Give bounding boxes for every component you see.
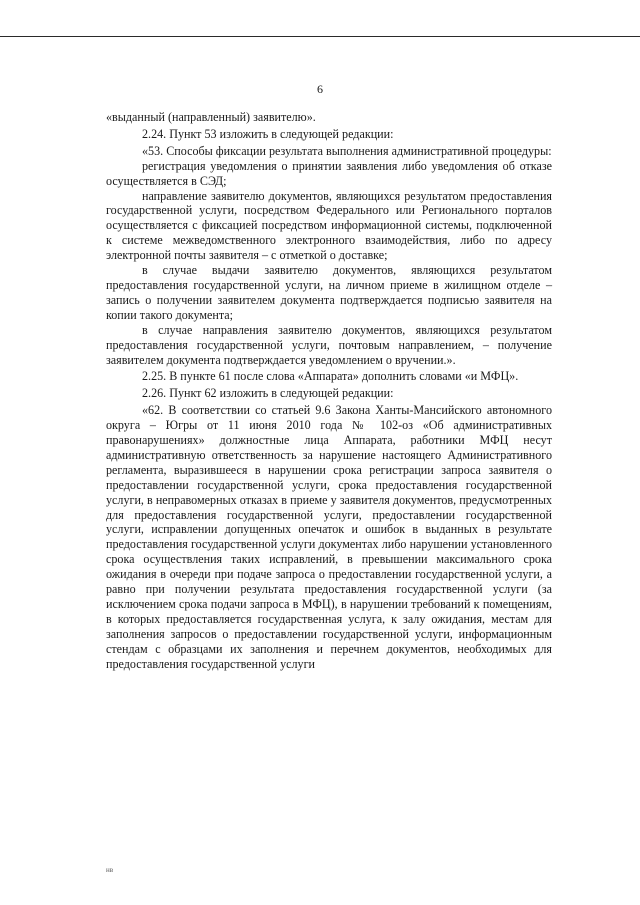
- page-number: 6: [317, 82, 323, 96]
- paragraph-item-2-24: 2.24. Пункт 53 изложить в следующей редакции:: [142, 126, 394, 141]
- paragraph-item-53: «53. Способы фиксации результата выполнения административной процедуры:: [142, 143, 552, 158]
- paragraph-postal-delivery: в случае направления заявителю документов, являющихся результатом предоставления государственной услуги, почтовым направлением, – получение заявителем документа подтверждается уведомлением о вручении.».: [106, 322, 552, 367]
- document-body: [106, 110, 552, 672]
- paragraph-registration: регистрация уведомления о принятии заявления либо уведомления об отказе осуществляется в СЭД;: [106, 158, 552, 188]
- footer-mark: нв: [106, 866, 114, 874]
- paragraph-sending-documents: направление заявителю документов, являющихся результатом предоставления государственной услуги, посредством Федерального или Регионального порталов осуществляется с фиксацией посредством информационной системы, подключенной к системе межведомственного электронного взаимодействия, либо по адресу электронной почты заявителя – с отметкой о доставке;: [106, 188, 552, 263]
- paragraph-continuation: «выданный (направленный) заявителю».: [106, 110, 316, 124]
- header-rule: [0, 36, 640, 37]
- paragraph-personal-reception: в случае выдачи заявителю документов, являющихся результатом предоставления государственной услуги, на личном приеме в жилищном отделе – запись о получении заявителем документа подтверждается подписью заявителя на копии такого документа;: [106, 263, 552, 322]
- paragraph-item-62: «62. В соответствии со статьей 9.6 Закона Ханты-Мансийского автономного округа – Югры от 11 июня 2010 года № 102-оз «Об административных правонарушениях» должностные лица Аппарата, работники МФЦ несут административную ответственность за нарушение настоящего Административного регламента, выразившееся в нарушении срока регистрации запроса заявителя о предоставлении государственной услуги, срока предоставления государственной услуги, в неправомерных отказах в приеме у заявителя документов, предусмотренных для предоставления государственной услуги, предоставлении государственной услуги, исправлении допущенных опечаток и ошибок в выданных в результате предоставления государственной услуги документах либо нарушении установленного срока осуществления таких исправлений, в превышении максимального срока ожидания в очереди при подаче запроса о предоставлении государственной услуги, а равно при получении результата предоставления государственной услуги (за исключением срока подачи запроса в МФЦ), в нарушении требований к помещениям, в которых предоставляется государственная услуга, к залу ожидания, местам для заполнения запросов о предоставлении государственной услуги, информационным стендам с образцами их заполнения и перечнем документов, необходимых для предоставления государственной услуги: [106, 403, 552, 671]
- paragraph-item-2-25: 2.25. В пункте 61 после слова «Аппарата» дополнить словами «и МФЦ».: [142, 369, 519, 384]
- paragraph-item-2-26: 2.26. Пункт 62 изложить в следующей редакции:: [142, 386, 394, 401]
